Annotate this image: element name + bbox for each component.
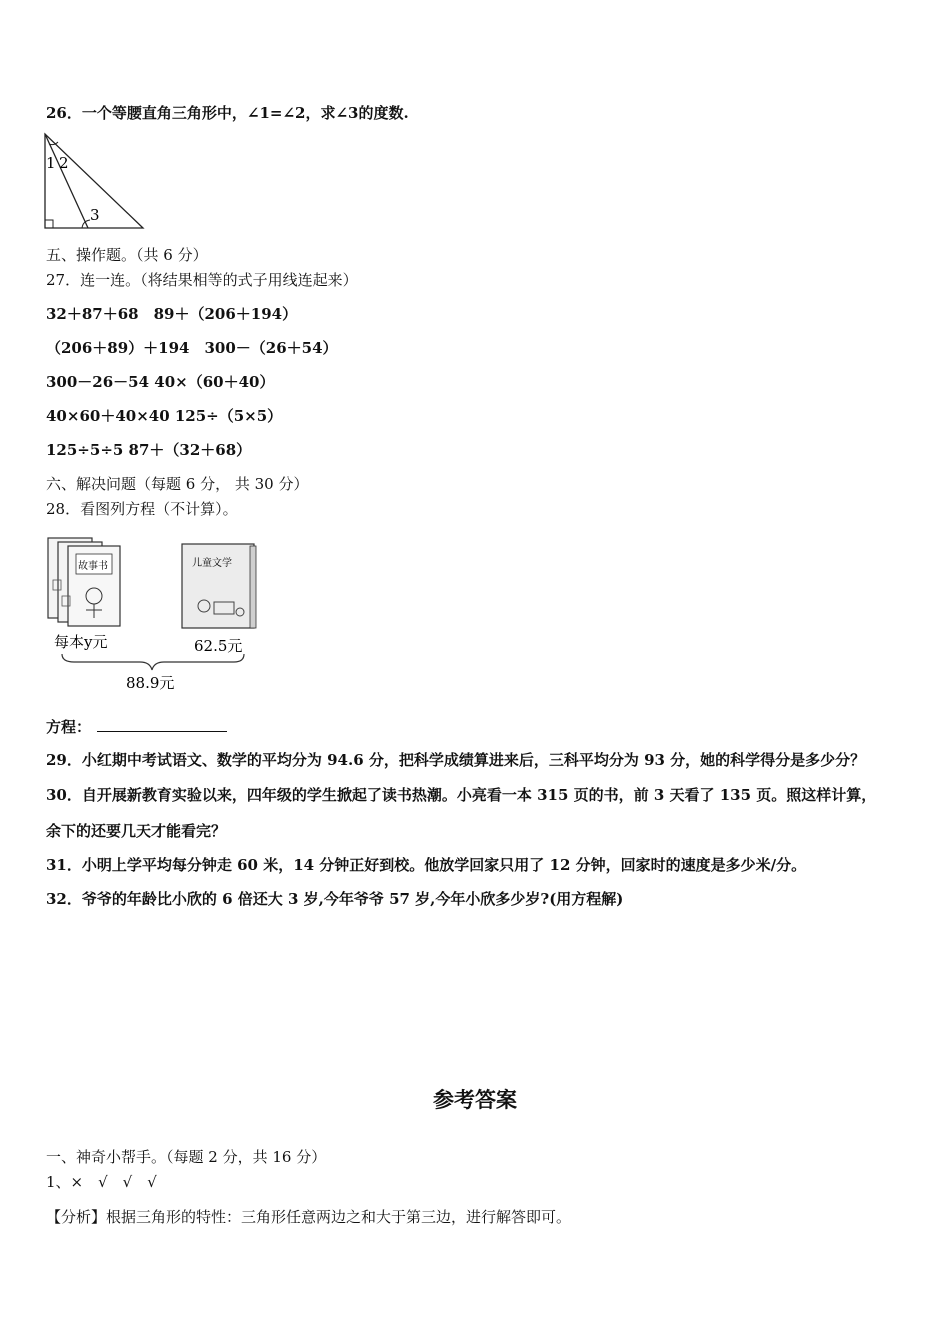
angle-label-2: 2 [59, 154, 69, 172]
equation-label: 方程： [46, 718, 92, 736]
answers-section1: 一、神奇小帮手。（每题 2 分，共 16 分） [46, 1148, 327, 1166]
book2-title: 儿童文学 [192, 558, 232, 569]
q27-row-3: 300－26－54 40×（60＋40） [46, 373, 275, 391]
q30-line-2: 余下的还要几天才能看完？ [46, 822, 227, 840]
total-brace [62, 654, 244, 670]
answer-analysis: 【分析】根据三角形的特性：三角形任意两边之和大于第三边，进行解答即可。 [46, 1208, 572, 1226]
answers-title: 参考答案 [433, 1087, 517, 1112]
q27-row-5: 125÷5÷5 87＋（32＋68） [46, 441, 252, 459]
q30-line-1: 30．自开展新教育实验以来，四年级的学生掀起了读书热潮。小亮看一本 315 页的书，前 3 天看了 135 页。照这样计算， [46, 786, 877, 804]
equation-line [46, 716, 227, 737]
q27-text: 27．连一连。（将结果相等的式子用线连起来） [46, 271, 358, 289]
q32-text: 32．爷爷的年龄比小欣的 6 倍还大 3 岁,今年爷爷 57 岁,今年小欣多少岁?(用方程解) [46, 890, 624, 908]
equation-blank[interactable] [97, 716, 227, 732]
label-total-price: 88.9元 [126, 674, 175, 692]
book-stack-icon [48, 538, 120, 626]
label-each-price: 每本y元 [54, 633, 108, 651]
q27-row-4: 40×60＋40×40 125÷（5×5） [46, 407, 283, 425]
q27-row-2: （206＋89）＋194 300－（26＋54） [46, 339, 338, 357]
angle-label-3: 3 [90, 206, 100, 224]
triangle-bisector [45, 134, 88, 228]
q28-books-figure [44, 534, 264, 696]
right-angle-mark [45, 220, 53, 228]
q28-text: 28．看图列方程（不计算）。 [46, 500, 238, 518]
literature-book-icon [182, 544, 256, 628]
book1-title: 故事书 [78, 561, 108, 572]
q26-triangle-figure [40, 130, 150, 232]
angle-label-1: 1 [46, 154, 56, 172]
section5-heading: 五、操作题。（共 6 分） [46, 246, 208, 264]
q29-text: 29．小红期中考试语文、数学的平均分为 94.6 分，把科学成绩算进来后，三科平均分为 93 分，她的科学得分是多少分？ [46, 751, 866, 769]
label-book-price: 62.5元 [194, 637, 243, 655]
answer-1: 1、× √ √ √ [46, 1173, 157, 1191]
section6-heading: 六、解决问题（每题 6 分， 共 30 分） [46, 475, 309, 493]
q31-text: 31．小明上学平均每分钟走 60 米，14 分钟正好到校。他放学回家只用了 12 分钟，回家时的速度是多少米/分。 [46, 856, 807, 874]
q26-text: 26．一个等腰直角三角形中，∠1=∠2，求∠3的度数. [46, 104, 409, 122]
q27-row-1: 32＋87＋68 89＋（206＋194） [46, 305, 298, 323]
